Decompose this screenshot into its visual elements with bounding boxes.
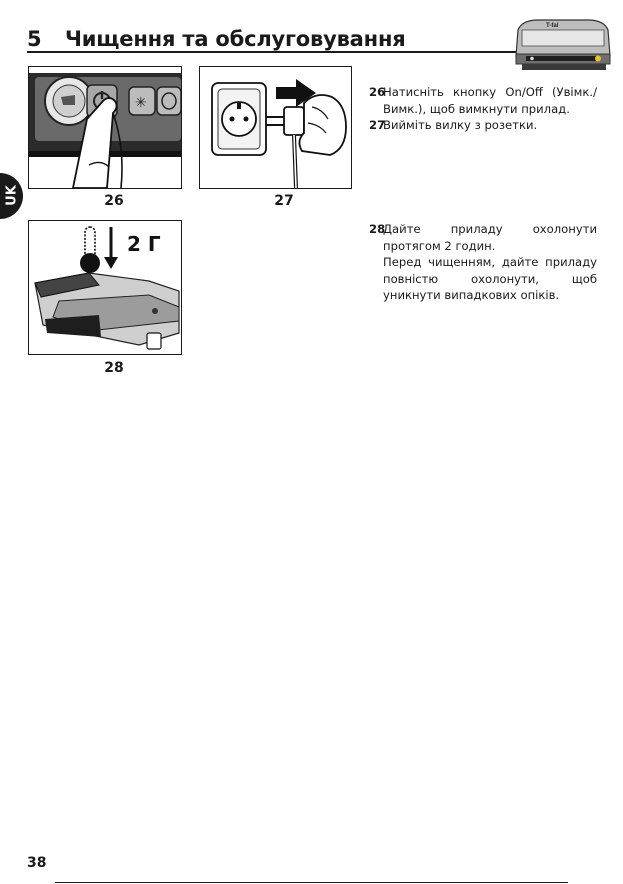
figure-28-illustration (29, 221, 181, 354)
section-header (27, 24, 593, 54)
figure-26-illustration (29, 67, 181, 188)
step-text: Дайте приладу охолонути протягом 2 годин. (383, 222, 597, 253)
grill-thumbnail-icon (508, 16, 616, 74)
section-title: Чищення та обслуговування (65, 27, 406, 51)
step-number: 27 (369, 118, 386, 132)
figure-27-illustration (200, 67, 351, 188)
language-tab-label: UK (4, 185, 20, 206)
footer-rule (55, 882, 568, 883)
language-tab (0, 173, 23, 219)
steps-group-2 (369, 221, 597, 304)
step-28 (369, 221, 597, 304)
steps-group-1 (369, 84, 597, 134)
cooling-time-text: 2 Г (127, 232, 161, 256)
step-26 (369, 84, 597, 117)
section-number: 5 (27, 27, 42, 51)
grill-brand-text: T-fal (546, 23, 559, 29)
figure-28 (28, 220, 182, 355)
svg-text:✳: ✳ (135, 95, 147, 111)
figure-27 (199, 66, 352, 189)
figure-26-label: 26 (104, 193, 124, 209)
figure-28-label: 28 (104, 360, 124, 376)
header-rule (27, 51, 547, 53)
step-number: 26 (369, 85, 386, 99)
step-number: 28 (369, 222, 386, 236)
step-27 (369, 117, 597, 134)
step-note: Перед чищенням, дайте приладу повністю охолонути, щоб уникнути випадкових опіків. (383, 255, 597, 302)
figure-27-label: 27 (274, 193, 294, 209)
step-text: Вийміть вилку з розетки. (383, 118, 538, 132)
step-text: Натисніть кнопку On/Off (Увімк./Вимк.), щоб вимкнути прилад. (383, 85, 597, 116)
figure-26 (28, 66, 182, 189)
page-number: 38 (27, 855, 47, 871)
